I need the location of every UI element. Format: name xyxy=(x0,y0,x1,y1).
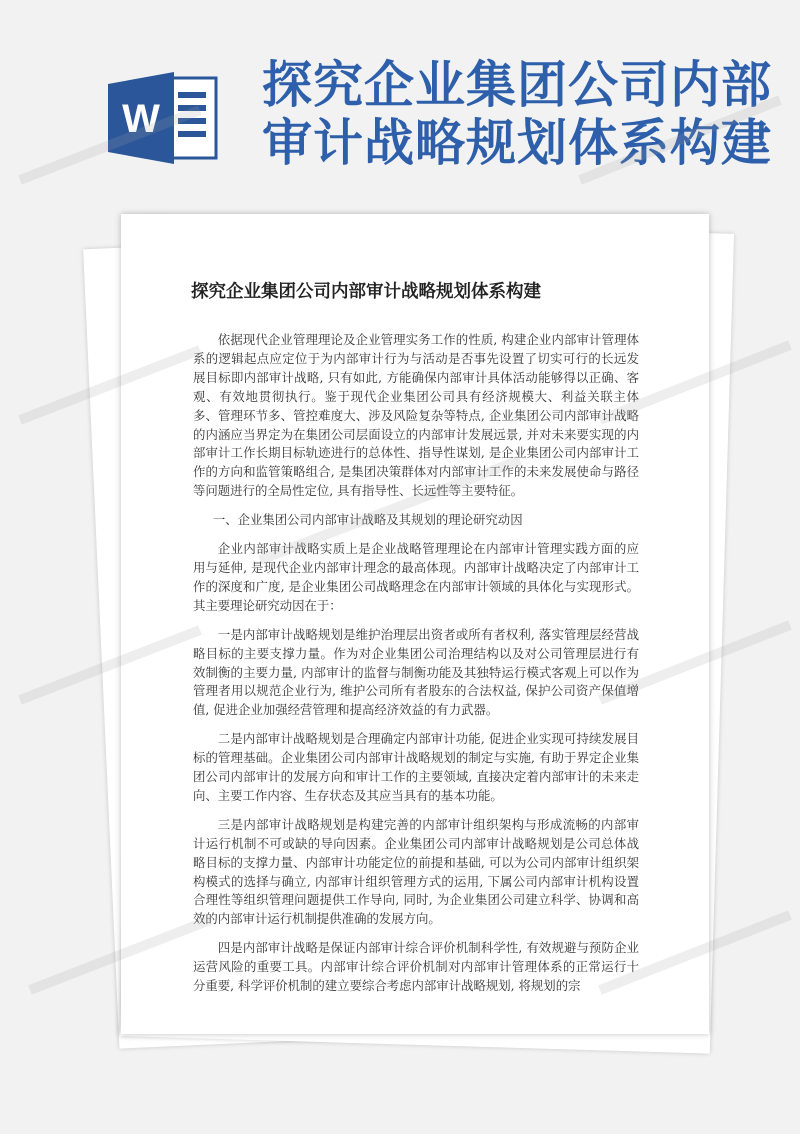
body-paragraph: 二是内部审计战略规划是合理确定内部审计功能, 促进企业实现可持续发展目标的管理基础。企业集团公司内部审计战略规划的制定与实施, 有助于界定企业集团公司内部审计的发展方向和审计工作的主要领域, 直接决定着内部审计的未来走向、主要工作内容、生存状态及其应当具有的基本功能。 xyxy=(193,731,639,803)
section-heading: 一、企业集团公司内部审计战略及其规划的理论研究动因 xyxy=(212,512,523,528)
word-document-icon xyxy=(108,72,222,164)
body-paragraph: 四是内部审计战略是保证内部审计综合评价机制科学性, 有效规避与预防企业运营风险的重要工具。内部审计综合评价机制对内部审计管理体系的正常运行十分重要, 科学评价机制的建立要综合考虑内部审计战略规划, 将规划的宗 xyxy=(193,940,639,994)
body-paragraph: 企业内部审计战略实质上是企业战略管理理论在内部审计管理实践方面的应用与延伸, 是现代企业内部审计理念的最高体现。内部审计战略决定了内部审计工作的深度和广度, 是企业集团公司战略理念在内部审计领域的具体化与实现形式。其主要理论研究动因在于： xyxy=(193,541,639,613)
body-paragraph: 三是内部审计战略规划是构建完善的内部审计组织架构与形成流畅的内部审计运行机制不可或缺的导向因素。企业集团公司内部审计战略规划是公司总体战略目标的支撑力量、内部审计功能定位的前提和基础, 可以为公司内部审计组织架构模式的选择与确立, 内部审计组织管理方式的运用, 下属公司内部审计机构设置合理性等组织管理问题提供工作导向, 同时, 为企业集团公司建立科学、协调和高效的内部审计运行机制提供准确的发展方向。 xyxy=(193,816,639,927)
document-title: 探究企业集团公司内部审计战略规划体系构建 xyxy=(191,282,541,302)
body-paragraph: 一是内部审计战略规划是维护治理层出资者或所有者权利, 落实管理层经营战略目标的主要支撑力量。作为对企业集团公司治理结构以及对公司管理层进行有效制衡的主要力量, 内部审计的监督与制衡功能及其独特运行模式客观上可以作为管理者用以规范企业行为, 维护公司所有者股东的合法权益, 保护公司资产保值增值, 促进企业加强经营管理和提高经济效益的有力武器。 xyxy=(193,626,639,718)
logo-letter: W xyxy=(122,97,160,141)
body-paragraph: 依据现代企业管理理论及企业管理实务工作的性质, 构建企业内部审计管理体系的逻辑起点应定位于为内部审计行为与活动是否事先设置了切实可行的长远发展目标即内部审计战略, 只有如此, 方能确保内部审计具体活动能够得以正确、客观、有效地贯彻执行。鉴于现代企业集团公司具有经济规模大、利益关联主体多、管理环节多、管控难度大、涉及风险复杂等特点, 企业集团公司内部审计战略的内涵应当界定为在集团公司层面设立的内部审计发展远景, 并对未来要实现的内部审计工作长期目标轨迹进行的总体性、指导性谋划, 是企业集团公司内部审计工作的方向和监管策略组合, 是集团决策群体对内部审计工作的未来发展使命与路径等问题进行的全局性定位, 具有指导性、长远性等主要特征。 xyxy=(193,332,639,499)
header-title xyxy=(262,56,782,172)
document-page xyxy=(121,214,709,1034)
header-title-line-2: 审计战略规划体系构建 xyxy=(262,114,772,172)
header-title-line-1: 探究企业集团公司内部 xyxy=(262,56,772,114)
document-body xyxy=(193,331,639,1006)
